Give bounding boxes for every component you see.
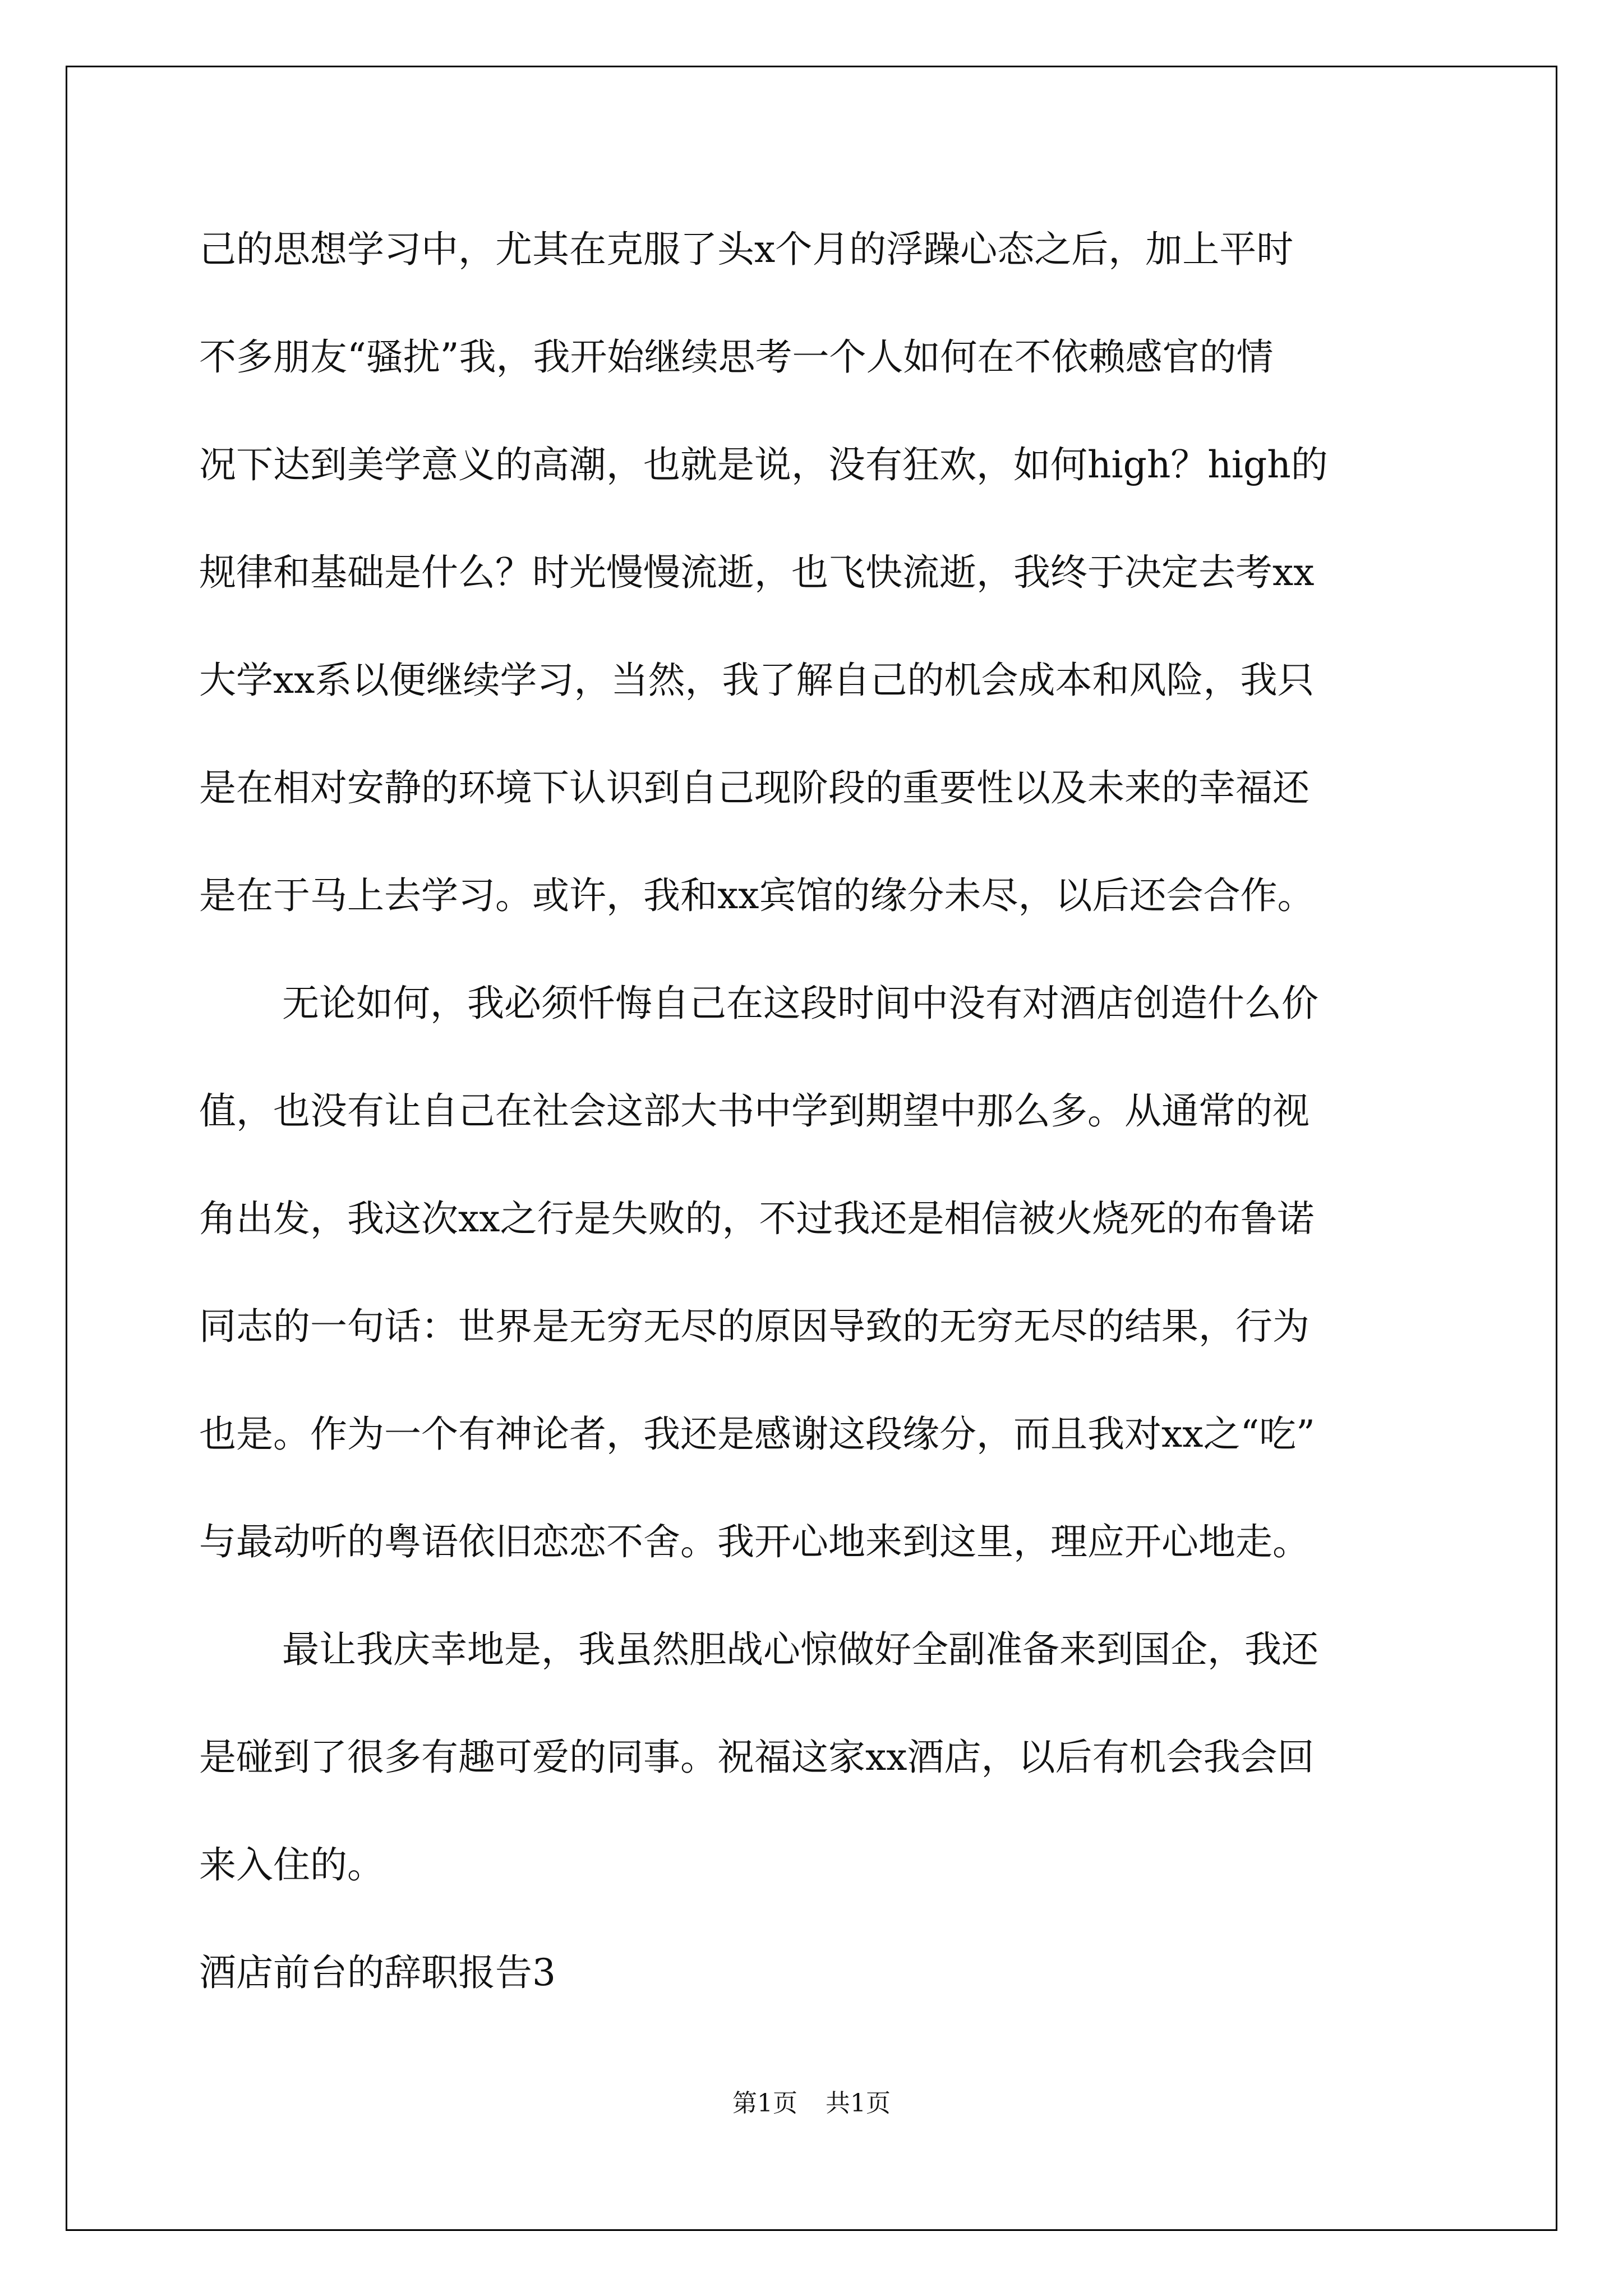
body-line: 不多朋友“骚扰”我，我开始继续思考一个人如何在不依赖感官的情: [199, 335, 1274, 379]
page-footer: [0, 2087, 1623, 2120]
page-total: 共1页: [826, 2089, 891, 2118]
paragraph-first-line: 无论如何，我必须忏悔自己在这段时间中没有对酒店创造什么价: [282, 982, 1318, 1025]
page-number: 第1页: [732, 2089, 797, 2118]
body-line: 也是。作为一个有神论者，我还是感谢这段缘分，而且我对xx之“吃”: [199, 1412, 1315, 1456]
body-line: 是在于马上去学习。或许，我和xx宾馆的缘分未尽，以后还会合作。: [199, 874, 1315, 917]
body-line: 己的思想学习中，尤其在克服了头x个月的浮躁心态之后，加上平时: [199, 228, 1294, 271]
body-line: 规律和基础是什么？时光慢慢流逝，也飞快流逝，我终于决定去考xx: [199, 551, 1315, 594]
body-line: 角出发，我这次xx之行是失败的，不过我还是相信被火烧死的布鲁诺: [199, 1197, 1315, 1240]
page-border: [66, 66, 1557, 2231]
body-line: 况下达到美学意义的高潮，也就是说，没有狂欢，如何high？high的: [199, 443, 1328, 486]
body-line: 同志的一句话：世界是无穷无尽的原因导致的无穷无尽的结果，行为: [199, 1305, 1310, 1348]
body-line: 来入住的。: [199, 1843, 384, 1887]
body-line: 值，也没有让自己在社会这部大书中学到期望中那么多。从通常的视: [199, 1089, 1310, 1133]
paragraph-first-line: 最让我庆幸地是，我虽然胆战心惊做好全副准备来到国企，我还: [282, 1628, 1318, 1671]
body-line: 大学xx系以便继续学习，当然，我了解自己的机会成本和风险，我只: [199, 659, 1315, 702]
body-line: 是在相对安静的环境下认识到自己现阶段的重要性以及未来的幸福还: [199, 766, 1310, 809]
body-line: 是碰到了很多有趣可爱的同事。祝福这家xx酒店，以后有机会我会回: [199, 1736, 1315, 1779]
section-heading: 酒店前台的辞职报告3: [199, 1951, 556, 1994]
body-line: 与最动听的粤语依旧恋恋不舍。我开心地来到这里，理应开心地走。: [199, 1520, 1310, 1563]
